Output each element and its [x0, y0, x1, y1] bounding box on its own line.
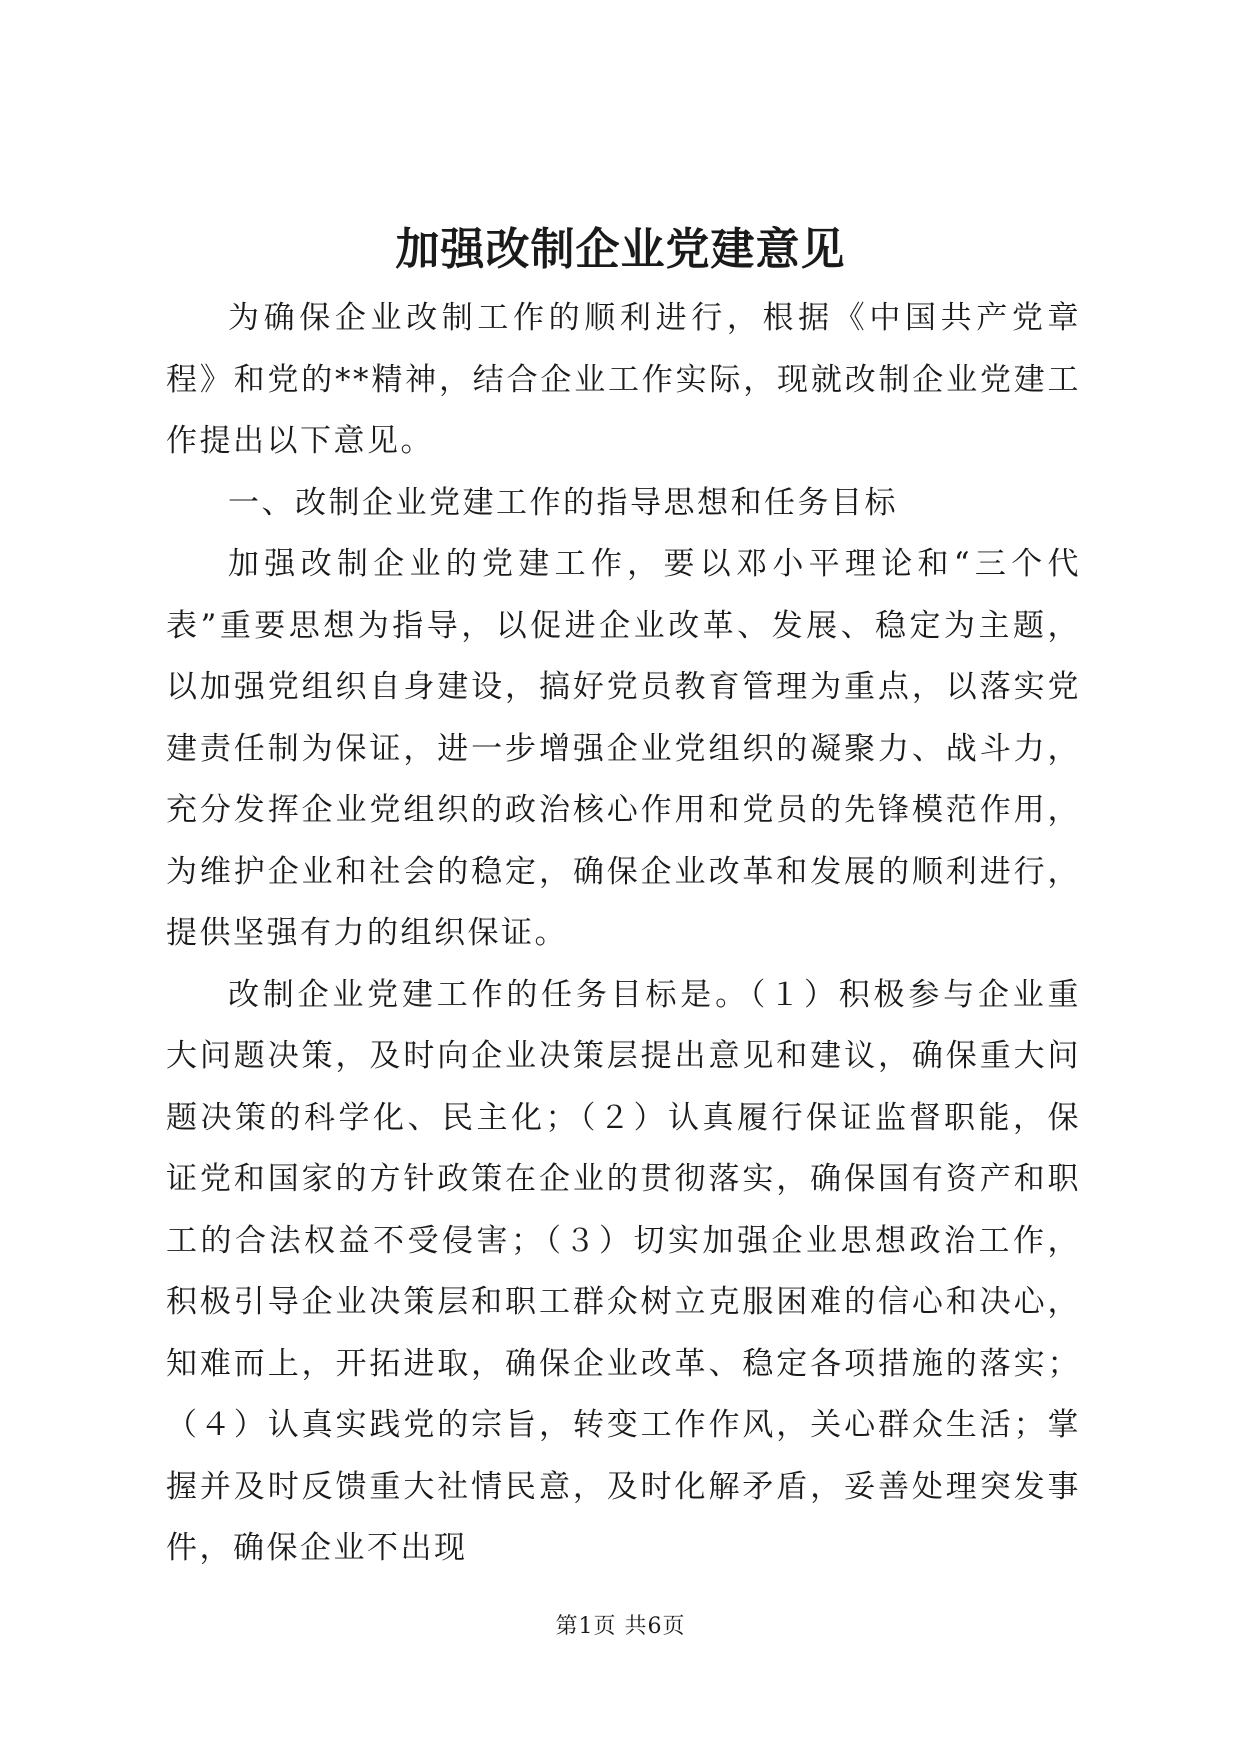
document-body [166, 288, 1081, 1580]
paragraph-task-objectives: 改制企业党建工作的任务目标是。（１）积极参与企业重大问题决策，及时向企业决策层提出意见和建议，确保重大问题决策的科学化、民主化；（２）认真履行保证监督职能，保证党和国家的方针政策在企业的贯彻落实，确保国有资产和职工的合法权益不受侵害；（３）切实加强企业思想政治工作，积极引导企业决策层和职工群众树立克服困难的信心和决心，知难而上，开拓进取，确保企业改革、稳定各项措施的落实；（４）认真实践党的宗旨，转变工作作风，关心群众生活；掌握并及时反馈重大社情民意，及时化解矛盾，妥善处理突发事件，确保企业不出现 [166, 976, 1081, 1566]
document-title: 加强改制企业党建意见 [395, 224, 846, 275]
paragraph-guiding-ideology: 加强改制企业的党建工作，要以邓小平理论和“三个代表”重要思想为指导，以促进企业改革、发展、稳定为主题，以加强党组织自身建设，搞好党员教育管理为重点，以落实党建责任制为保证，进一步增强企业党组织的凝聚力、战斗力，充分发挥企业党组织的政治核心作用和党员的先锋模范作用，为维护企业和社会的稳定，确保企业改革和发展的顺利进行，提供坚强有力的组织保证。 [166, 546, 1081, 951]
section-heading-1: 一、改制企业党建工作的指导思想和任务目标 [228, 484, 898, 521]
page-footer: 第1页 共6页 [555, 1614, 686, 1639]
paragraph-intro: 为确保企业改制工作的顺利进行，根据《中国共产党章程》和党的**精神，结合企业工作实际，现就改制企业党建工作提出以下意见。 [166, 300, 1081, 459]
